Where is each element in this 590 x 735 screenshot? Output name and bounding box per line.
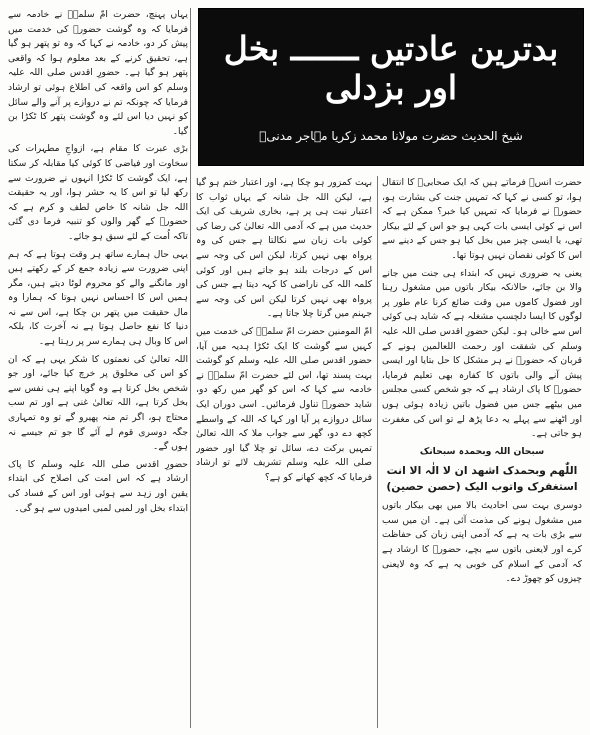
article-title: بدترین عادتیں ـــــــ بخل اور بزدلی bbox=[223, 29, 559, 107]
column-divider bbox=[377, 176, 378, 728]
paragraph: حضرت انسؓ فرماتے ہیں کہ ایک صحابیؓ کا انتقال ہوا، تو کسی نے کہا کہ تمہیں جنت کی بشارت ہو، حضورؐ نے فرمایا کہ تمہیں کیا خبر؟ ممکن ہے کہ اس نے کوئی ایسی بات کہی ہو جو اس کے لئے بیکار تھی، یا ایسی چیز میں بخل کیا ہو جس کے دینے سے اس کا کوئی نقصان نہیں ہوتا تھا۔ bbox=[382, 177, 582, 261]
paragraph: بہت کمزور ہو چکا ہے، اور اعتبار ختم ہو گیا ہے، لیکن اللہ جل شانہ کے یہاں ثواب کا اعتبار نیت ہی پر ہے، بخاری شریف کی ایک حدیث میں ہے کہ آدمی اللہ تعالیٰ کی رضا کی کوئی بات زبان سے نکالتا ہے جس کی وہ پرواہ بھی نہیں کرتا، لیکن اس کی وجہ سے اس کے درجات بلند ہو جاتے ہیں اور کوئی کلمہ اللہ کی ناراضی کا کہہ دیتا ہے جس کی پرواہ بھی نہیں کرتا لیکن اس کی وجہ سے جہنم میں گرتا چلا جاتا ہے۔ bbox=[196, 177, 372, 320]
paragraph: بڑی عبرت کا مقام ہے، ازواجِ مطہرات کی سخاوت اور فیاضی کا کوئی کیا مقابلہ کر سکتا ہے، ایک گوشت کا ٹکڑا انہوں نے ضرورت سے رکھ لیا تو اس کا یہ حشر ہوا، اور یہ حقیقت اللہ جل شانہ کا خاص لطف و کرم ہے کہ حضورؐ کے گھر والوں کو تنبیہ فرما دی گئی تاکہ اُمت کے لئے سبق ہو جائے۔ bbox=[8, 143, 188, 242]
article-byline: شیخ الحدیث حضرت مولانا محمد زکریا مہاجر مدنیؒ bbox=[259, 129, 523, 143]
paragraph: یہی حال ہمارے ساتھ ہر وقت ہوتا ہے کہ ہم اپنی ضرورت سے زیادہ جمع کر کے رکھتے ہیں اور مانگنے والے کو محروم لوٹا دیتے ہیں، مگر ہمیں اس کا احساس نہیں ہوتا کہ ہمارا وہ مال حقیقت میں پتھر بن چکا ہے، اس سے نہ دنیا کا نفع حاصل ہوتا ہے نہ آخرت کا، بلکہ اس کا وبال ہی ہمارے سر پر رہتا ہے۔ bbox=[8, 248, 188, 348]
salutation-line: سبحان اللہ وبحمدہ سبحانک bbox=[419, 445, 545, 457]
paragraph: یہاں پہنچ، حضرت امّ سلمہؓ نے خادمہ سے فرمایا کہ وہ گوشت حضورؐ کی خدمت میں پیش کر دو، خادمہ نے کہا کہ وہ تو پتھر ہو گیا ہے، تحقیق کرنے کے بعد معلوم ہوا کہ واقعی پتھر ہو گیا ہے۔ حضورِ اقدس صلی اللہ علیہ وسلم کو اس واقعہ کی اطلاع ہوئی تو ارشاد فرمایا کہ چونکہ تم نے دروازے پر آنے والے سائل کو نہیں دیا اس لئے وہ گوشت پتھر کا ٹکڑا بن گیا۔ bbox=[8, 9, 188, 137]
text-column-left bbox=[8, 8, 188, 728]
text-column-middle bbox=[196, 176, 372, 728]
paragraph: امّ المومنین حضرت امّ سلمہؓ کی خدمت میں کہیں سے گوشت کا ایک ٹکڑا ہدیہ میں آیا، حضور اقدس صلی اللہ علیہ وسلم کو گوشت بہت پسند تھا، اس لئے حضرت امّ سلمہؓ نے خادمہ سے کہا کہ اس کو گھر میں رکھ دو، شاید حضورؐ تناول فرمائیں۔ اسی دوران ایک سائل دروازے پر آیا اور کہا کہ اللہ کے واسطے کچھ دے دو، گھر سے جواب ملا کہ اللہ تعالیٰ تمہیں برکت دے، سائل تو چلا گیا اور حضور صلی اللہ علیہ وسلم تشریف لائے تو ارشاد فرمایا کہ کچھ کھانے کو ہے؟ bbox=[196, 325, 372, 483]
paragraph: دوسری بہت سی احادیث بالا میں بھی بیکار باتوں میں مشغول ہونے کی مذمت آئی ہے۔ ان میں سب سے بڑی بات یہ ہے کہ آدمی اپنی زبان کی حفاظت کرے اور لایعنی باتوں سے بچے، حضورؐ کا ارشاد ہے کہ آدمی کے اسلام کی خوبی یہ ہے کہ وہ لایعنی چیزوں کو چھوڑ دے۔ bbox=[382, 500, 582, 585]
column-divider bbox=[190, 8, 191, 728]
paragraph: حضورِ اقدس صلی اللہ علیہ وسلم کا پاک ارشاد ہے کہ اس امت کی اصلاح کی ابتداء یقین اور زہد سے ہوئی اور اس کے فساد کی ابتداء بخل اور لمبی لمبی امیدوں سے ہو گی۔ bbox=[8, 458, 188, 514]
prayer-text: اللّٰھم وبحمدک اشھد ان لا الٰہ الا انت استغفرک واتوب الیک (حصن حصین) bbox=[386, 464, 578, 494]
paragraph: اللہ تعالیٰ کی نعمتوں کا شکر یہی ہے کہ ان کو اس کی مخلوق پر خرچ کیا جائے، اور جو شخص بخل کرتا ہے وہ گویا اپنے ہی نفس سے بخل کرتا ہے، اللہ تعالیٰ غنی ہے اور تم سب محتاج ہو، اگر تم منہ پھیرو گے تو وہ تمہاری جگہ دوسری قوم لے آئے گا جو تم جیسے نہ ہوں گے۔ bbox=[8, 353, 188, 453]
paragraph: یعنی یہ ضروری نہیں کہ ابتداء ہی جنت میں جانے والا بن جائے، حالانکہ بیکار باتوں میں مشغول رہنا اور فضول کاموں میں وقت ضائع کرنا عام طور پر لوگوں کا ایسا دلچسپ مشغلہ ہے کہ شاید ہی کوئی اس سے خالی ہو۔ لیکن حضورِ اقدس صلی اللہ علیہ وسلم کی شفقت اور رحمت اللعالمین ہونے کے قربان کہ حضورؐ نے ہر مشکل کا حل بتایا اور ایسی پیش آنے والی باتوں کا کفارہ بھی تعلیم فرمایا، حضورؐ کا پاک ارشاد ہے کہ جو شخص کسی مجلس میں بیٹھے جس میں فضول باتیں زیادہ ہوئی ہوں اور اٹھنے سے پہلے یہ دعا پڑھ لے تو اس کی مغفرت ہو جاتی ہے۔ bbox=[382, 267, 582, 440]
article-header bbox=[198, 8, 584, 166]
text-column-right bbox=[382, 176, 582, 728]
